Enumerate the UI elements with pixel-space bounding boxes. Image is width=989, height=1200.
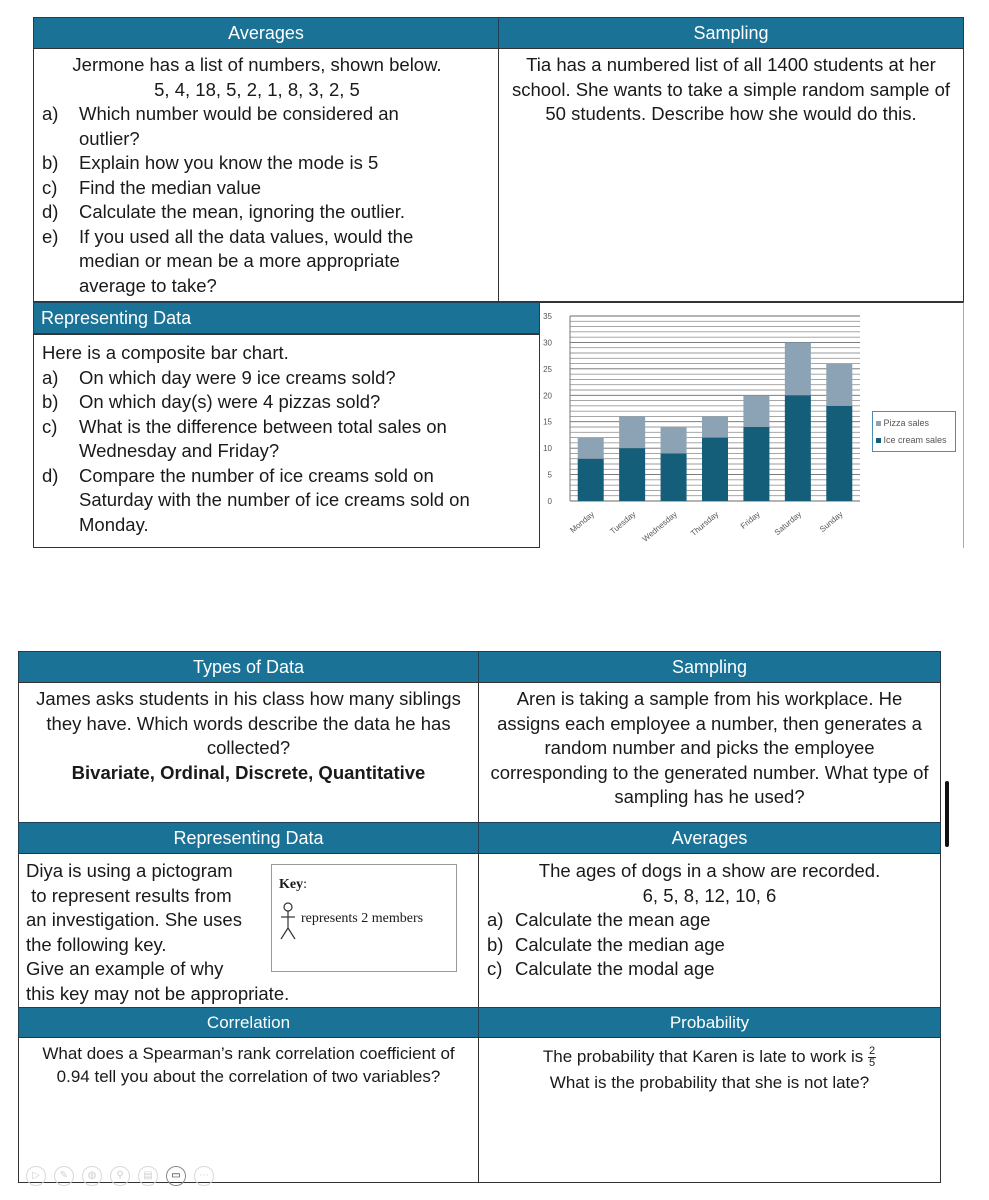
bottom-probability-header: Probability <box>478 1007 941 1038</box>
bar-icecream-sunday <box>826 406 852 501</box>
question-item: c) Calculate the modal age <box>487 958 715 979</box>
y-tick-label: 15 <box>543 417 552 427</box>
x-tick-label: Friday <box>738 509 762 531</box>
question-item: b) Calculate the median age <box>487 933 725 955</box>
top-sampling-header: Sampling <box>498 17 964 49</box>
x-tick-label: Tuesday <box>608 509 638 537</box>
bottom-types-header: Types of Data <box>18 651 479 683</box>
play-icon[interactable]: ▷ <box>26 1166 46 1186</box>
y-tick-label: 5 <box>547 470 552 480</box>
legend-swatch-pizza <box>876 421 881 426</box>
correlation-text: What does a Spearman’s rank correlation coefficient of 0.94 tell you about the correlation of two variables? <box>42 1044 455 1086</box>
bar-pizza-tuesday <box>619 416 645 448</box>
bottom-correlation-header: Correlation <box>18 1007 479 1038</box>
bar-icecream-friday <box>743 427 769 501</box>
key-text: represents 2 members <box>301 911 424 926</box>
chart-y-ticks <box>543 312 552 506</box>
text-line: to represent results from <box>26 884 232 906</box>
bar-pizza-thursday <box>702 416 728 437</box>
bar-pizza-sunday <box>826 364 852 406</box>
question-item: a) On which day were 9 ice creams sold? <box>42 366 396 388</box>
top-averages-intro <box>42 53 490 102</box>
top-representing-header: Representing Data <box>33 302 540 334</box>
bottom-probability-cell <box>478 1037 941 1183</box>
top-representing-cell <box>33 334 540 548</box>
y-tick-label: 30 <box>543 338 552 348</box>
number-list: 6, 5, 8, 12, 10, 6 <box>642 884 777 906</box>
bottom-sampling-header: Sampling <box>478 651 941 683</box>
zoom-icon[interactable]: ⚲ <box>110 1166 130 1186</box>
y-tick-label: 10 <box>543 444 552 454</box>
bar-pizza-monday <box>578 438 604 459</box>
bar-pizza-saturday <box>785 342 811 395</box>
legend-item-pizza <box>876 417 955 434</box>
bar-icecream-wednesday <box>661 453 687 501</box>
camera-icon[interactable]: ▭ <box>166 1166 186 1186</box>
bottom-averages-questions <box>487 908 932 982</box>
question-item: a) Which number would be considered an outlier? <box>42 103 399 149</box>
question-item: c) What is the difference between total sales on Wednesday and Friday? <box>42 415 447 461</box>
legend-label-pizza: Pizza sales <box>883 418 930 428</box>
sampling-text: Tia has a numbered list of all 1400 students at her school. She wants to take a simple random sample of 50 students. Describe how she would do this. <box>511 54 951 124</box>
stick-figure-icon <box>279 902 297 942</box>
question-item: d) Compare the number of ice creams sold on Saturday with the number of ice creams sold on Monday. <box>42 464 470 535</box>
intro-line: Jermone has a list of numbers, shown below. <box>72 54 442 75</box>
x-tick-label: Wednesday <box>640 509 679 544</box>
key-colon: : <box>303 877 307 892</box>
question-item: d) Calculate the mean, ignoring the outlier. <box>42 201 406 222</box>
legend-swatch-icecream <box>876 438 881 443</box>
bottom-representing-header: Representing Data <box>18 822 479 854</box>
question-item: b) Explain how you know the mode is 5 <box>42 152 379 173</box>
top-representing-questions <box>42 366 502 538</box>
y-tick-label: 0 <box>547 497 552 506</box>
legend-item-icecream <box>876 434 955 447</box>
y-tick-label: 25 <box>543 364 552 374</box>
text-line: an investigation. She uses <box>26 909 242 930</box>
top-averages-questions <box>42 102 427 298</box>
top-sampling-cell <box>498 48 964 302</box>
key-title: Key <box>279 877 304 892</box>
bar-pizza-friday <box>743 395 769 427</box>
chart-x-ticks <box>568 510 844 544</box>
probability-line-1 <box>487 1044 932 1070</box>
bottom-averages-header: Averages <box>478 822 941 854</box>
number-list: 5, 4, 18, 5, 2, 1, 8, 3, 2, 5 <box>154 78 360 100</box>
x-tick-label: Monday <box>568 509 596 535</box>
question-item: e) If you used all the data values, would the median or mean be a more appropriate average to take? <box>42 225 414 296</box>
x-tick-label: Thursday <box>688 509 721 538</box>
text-line: Give an example of why <box>26 958 224 979</box>
bar-icecream-monday <box>578 459 604 501</box>
probability-question: What is the probability that she is not late? <box>549 1073 870 1092</box>
legend-label-icecream: Ice cream sales <box>883 435 947 445</box>
annotation-toolbar <box>20 1166 230 1188</box>
question-item: a) Calculate the mean age <box>487 909 711 930</box>
more-icon[interactable]: ⋯ <box>194 1166 214 1186</box>
chart-legend <box>872 411 956 452</box>
x-tick-label: Saturday <box>772 509 804 538</box>
bar-icecream-tuesday <box>619 448 645 501</box>
text-line: Diya is using a pictogram <box>26 860 233 881</box>
types-text: James asks students in his class how many siblings they have. Which words describe the data he has collected? <box>36 688 461 758</box>
grid-icon[interactable]: ▤ <box>138 1166 158 1186</box>
bottom-sampling-cell <box>478 682 941 823</box>
bar-icecream-saturday <box>785 395 811 501</box>
top-averages-header: Averages <box>33 17 499 49</box>
representing-intro: Here is a composite bar chart. <box>42 342 289 363</box>
intro-line: The ages of dogs in a show are recorded. <box>538 860 881 881</box>
question-item: c) Find the median value <box>42 176 262 198</box>
fraction-numerator: 2 <box>868 1045 876 1058</box>
bottom-averages-cell <box>478 853 941 1008</box>
x-tick-label: Sunday <box>817 509 845 534</box>
bottom-correlation-cell <box>18 1037 479 1183</box>
bottom-sampling-text: Aren is taking a sample from his workplace. He assigns each employee a number, then generates a random number and picks the employee corresponding to the generated number. What type of sampling has he used? <box>490 688 929 807</box>
types-options: Bivariate, Ordinal, Discrete, Quantitative <box>71 761 426 783</box>
pictogram-key-box <box>271 864 457 972</box>
y-tick-label: 35 <box>543 312 552 321</box>
stamp-icon[interactable]: ◍ <box>82 1166 102 1186</box>
text-line: this key may not be appropriate. <box>26 982 290 1004</box>
text-line: the following key. <box>26 933 167 955</box>
bar-pizza-wednesday <box>661 427 687 453</box>
fraction-denominator: 5 <box>868 1057 876 1070</box>
bottom-types-cell <box>18 682 479 823</box>
pen-icon[interactable]: ✎ <box>54 1166 74 1186</box>
bar-icecream-thursday <box>702 438 728 501</box>
top-averages-cell <box>33 48 499 302</box>
y-tick-label: 20 <box>543 391 552 401</box>
bottom-averages-intro <box>487 859 932 908</box>
scrollbar-thumb[interactable] <box>945 781 949 847</box>
probability-text: The probability that Karen is late to work is <box>542 1047 864 1066</box>
fraction <box>868 1046 876 1069</box>
question-item: b) On which day(s) were 4 pizzas sold? <box>42 391 381 412</box>
